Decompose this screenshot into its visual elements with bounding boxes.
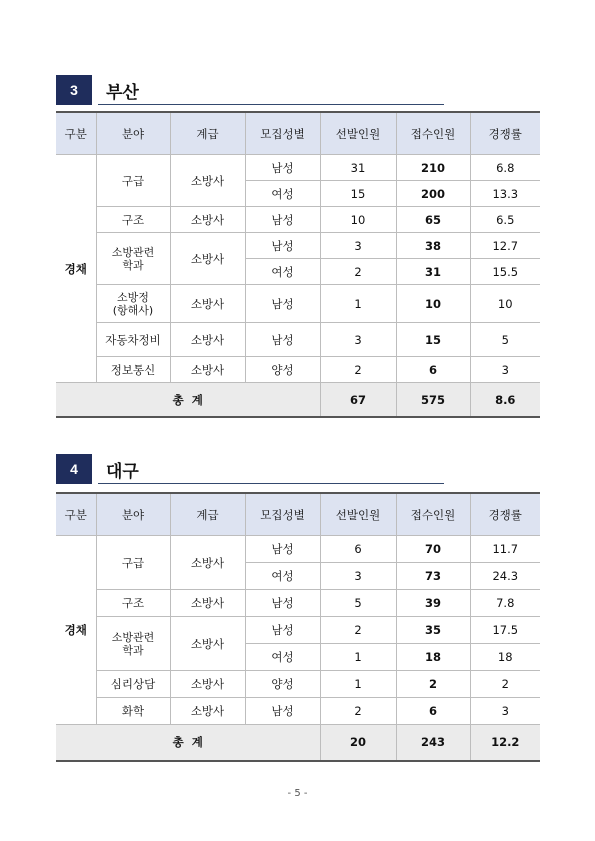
header-gubun: 구분 bbox=[56, 493, 96, 536]
header-rank: 계급 bbox=[170, 112, 245, 155]
cell-field bbox=[96, 617, 170, 671]
section-number-badge: 3 bbox=[56, 75, 92, 105]
cell-ratio: 5 bbox=[470, 323, 540, 357]
cell-gubun: 경채 bbox=[56, 536, 96, 725]
cell-rank: 소방사 bbox=[170, 323, 245, 357]
cell-applied: 65 bbox=[396, 207, 470, 233]
cell-gender: 남성 bbox=[245, 233, 320, 259]
cell-ratio: 7.8 bbox=[470, 590, 540, 617]
cell-selected: 1 bbox=[320, 671, 396, 698]
cell-selected: 6 bbox=[320, 536, 396, 563]
cell-ratio: 6.5 bbox=[470, 207, 540, 233]
cell-rank: 소방사 bbox=[170, 285, 245, 323]
header-applied: 접수인원 bbox=[396, 493, 470, 536]
cell-applied: 35 bbox=[396, 617, 470, 644]
table-header-row bbox=[56, 493, 540, 536]
cell-gender: 남성 bbox=[245, 285, 320, 323]
header-applied: 접수인원 bbox=[396, 112, 470, 155]
cell-selected: 2 bbox=[320, 698, 396, 725]
table-row bbox=[56, 536, 540, 563]
cell-gender: 남성 bbox=[245, 207, 320, 233]
cell-field: 구급 bbox=[96, 155, 170, 207]
cell-field bbox=[96, 285, 170, 323]
cell-ratio: 17.5 bbox=[470, 617, 540, 644]
cell-gender: 여성 bbox=[245, 181, 320, 207]
cell-selected: 5 bbox=[320, 590, 396, 617]
cell-gubun: 경채 bbox=[56, 155, 96, 383]
total-applied: 575 bbox=[396, 383, 470, 418]
cell-gender: 남성 bbox=[245, 617, 320, 644]
cell-applied: 210 bbox=[396, 155, 470, 181]
cell-applied: 38 bbox=[396, 233, 470, 259]
cell-applied: 18 bbox=[396, 644, 470, 671]
cell-field-text: 소방관련 학과 bbox=[111, 245, 155, 272]
section-underline bbox=[98, 104, 444, 105]
cell-field: 구급 bbox=[96, 536, 170, 590]
total-selected: 20 bbox=[320, 725, 396, 761]
total-label: 총 계 bbox=[56, 383, 320, 418]
section-title: 대구 bbox=[106, 462, 139, 482]
cell-field bbox=[96, 233, 170, 285]
cell-field-text: 소방관련 학과 bbox=[111, 630, 155, 657]
cell-gender: 양성 bbox=[245, 671, 320, 698]
total-applied: 243 bbox=[396, 725, 470, 761]
table-total-row bbox=[56, 725, 540, 761]
page-number: - 5 - bbox=[287, 788, 308, 799]
header-selected: 선발인원 bbox=[320, 493, 396, 536]
cell-ratio: 13.3 bbox=[470, 181, 540, 207]
cell-gender: 여성 bbox=[245, 563, 320, 590]
section-busan bbox=[56, 75, 540, 407]
cell-field: 자동차정비 bbox=[96, 323, 170, 357]
cell-gender: 남성 bbox=[245, 590, 320, 617]
cell-gender: 양성 bbox=[245, 357, 320, 383]
table-row bbox=[56, 285, 540, 323]
table-header-row bbox=[56, 112, 540, 155]
cell-applied: 31 bbox=[396, 259, 470, 285]
cell-gender: 여성 bbox=[245, 644, 320, 671]
section-header bbox=[56, 75, 540, 105]
table-row bbox=[56, 207, 540, 233]
cell-field: 정보통신 bbox=[96, 357, 170, 383]
header-ratio: 경쟁률 bbox=[470, 112, 540, 155]
cell-field: 심리상담 bbox=[96, 671, 170, 698]
section-daegu bbox=[56, 454, 540, 750]
cell-rank: 소방사 bbox=[170, 698, 245, 725]
section-header bbox=[56, 454, 540, 484]
cell-ratio: 11.7 bbox=[470, 536, 540, 563]
cell-ratio: 6.8 bbox=[470, 155, 540, 181]
cell-applied: 200 bbox=[396, 181, 470, 207]
header-selected: 선발인원 bbox=[320, 112, 396, 155]
section-number-badge: 4 bbox=[56, 454, 92, 484]
table-row bbox=[56, 590, 540, 617]
cell-field: 구조 bbox=[96, 207, 170, 233]
cell-rank: 소방사 bbox=[170, 536, 245, 590]
cell-applied: 2 bbox=[396, 671, 470, 698]
cell-selected: 1 bbox=[320, 644, 396, 671]
cell-applied: 15 bbox=[396, 323, 470, 357]
cell-field: 구조 bbox=[96, 590, 170, 617]
total-ratio: 12.2 bbox=[470, 725, 540, 761]
total-label: 총 계 bbox=[56, 725, 320, 761]
table-row bbox=[56, 671, 540, 698]
cell-applied: 73 bbox=[396, 563, 470, 590]
cell-rank: 소방사 bbox=[170, 207, 245, 233]
cell-selected: 10 bbox=[320, 207, 396, 233]
cell-applied: 10 bbox=[396, 285, 470, 323]
cell-gender: 남성 bbox=[245, 155, 320, 181]
table-row bbox=[56, 233, 540, 259]
cell-ratio: 3 bbox=[470, 357, 540, 383]
total-selected: 67 bbox=[320, 383, 396, 418]
cell-ratio: 10 bbox=[470, 285, 540, 323]
cell-rank: 소방사 bbox=[170, 590, 245, 617]
total-ratio: 8.6 bbox=[470, 383, 540, 418]
cell-rank: 소방사 bbox=[170, 155, 245, 207]
header-gender: 모집성별 bbox=[245, 493, 320, 536]
cell-ratio: 3 bbox=[470, 698, 540, 725]
cell-selected: 3 bbox=[320, 233, 396, 259]
table-row bbox=[56, 617, 540, 644]
recruitment-table bbox=[56, 492, 540, 762]
cell-ratio: 12.7 bbox=[470, 233, 540, 259]
cell-rank: 소방사 bbox=[170, 357, 245, 383]
table-row bbox=[56, 155, 540, 181]
table-total-row bbox=[56, 383, 540, 418]
table-row bbox=[56, 698, 540, 725]
header-rank: 계급 bbox=[170, 493, 245, 536]
cell-selected: 2 bbox=[320, 259, 396, 285]
cell-field: 화학 bbox=[96, 698, 170, 725]
header-ratio: 경쟁률 bbox=[470, 493, 540, 536]
recruitment-table bbox=[56, 111, 540, 418]
header-field: 분야 bbox=[96, 493, 170, 536]
cell-applied: 70 bbox=[396, 536, 470, 563]
cell-applied: 6 bbox=[396, 357, 470, 383]
cell-rank: 소방사 bbox=[170, 233, 245, 285]
cell-ratio: 18 bbox=[470, 644, 540, 671]
cell-field-text: 소방정 (항해사) bbox=[112, 290, 154, 317]
table-row bbox=[56, 323, 540, 357]
header-field: 분야 bbox=[96, 112, 170, 155]
cell-ratio: 24.3 bbox=[470, 563, 540, 590]
cell-gender: 여성 bbox=[245, 259, 320, 285]
header-gender: 모집성별 bbox=[245, 112, 320, 155]
cell-ratio: 2 bbox=[470, 671, 540, 698]
cell-selected: 15 bbox=[320, 181, 396, 207]
section-underline bbox=[98, 483, 444, 484]
cell-selected: 2 bbox=[320, 357, 396, 383]
cell-selected: 3 bbox=[320, 563, 396, 590]
cell-gender: 남성 bbox=[245, 698, 320, 725]
cell-selected: 1 bbox=[320, 285, 396, 323]
cell-rank: 소방사 bbox=[170, 671, 245, 698]
cell-applied: 6 bbox=[396, 698, 470, 725]
cell-gender: 남성 bbox=[245, 323, 320, 357]
section-title: 부산 bbox=[106, 83, 139, 103]
cell-gender: 남성 bbox=[245, 536, 320, 563]
cell-selected: 31 bbox=[320, 155, 396, 181]
table-row bbox=[56, 357, 540, 383]
cell-ratio: 15.5 bbox=[470, 259, 540, 285]
cell-applied: 39 bbox=[396, 590, 470, 617]
cell-rank: 소방사 bbox=[170, 617, 245, 671]
cell-selected: 3 bbox=[320, 323, 396, 357]
cell-selected: 2 bbox=[320, 617, 396, 644]
header-gubun: 구분 bbox=[56, 112, 96, 155]
